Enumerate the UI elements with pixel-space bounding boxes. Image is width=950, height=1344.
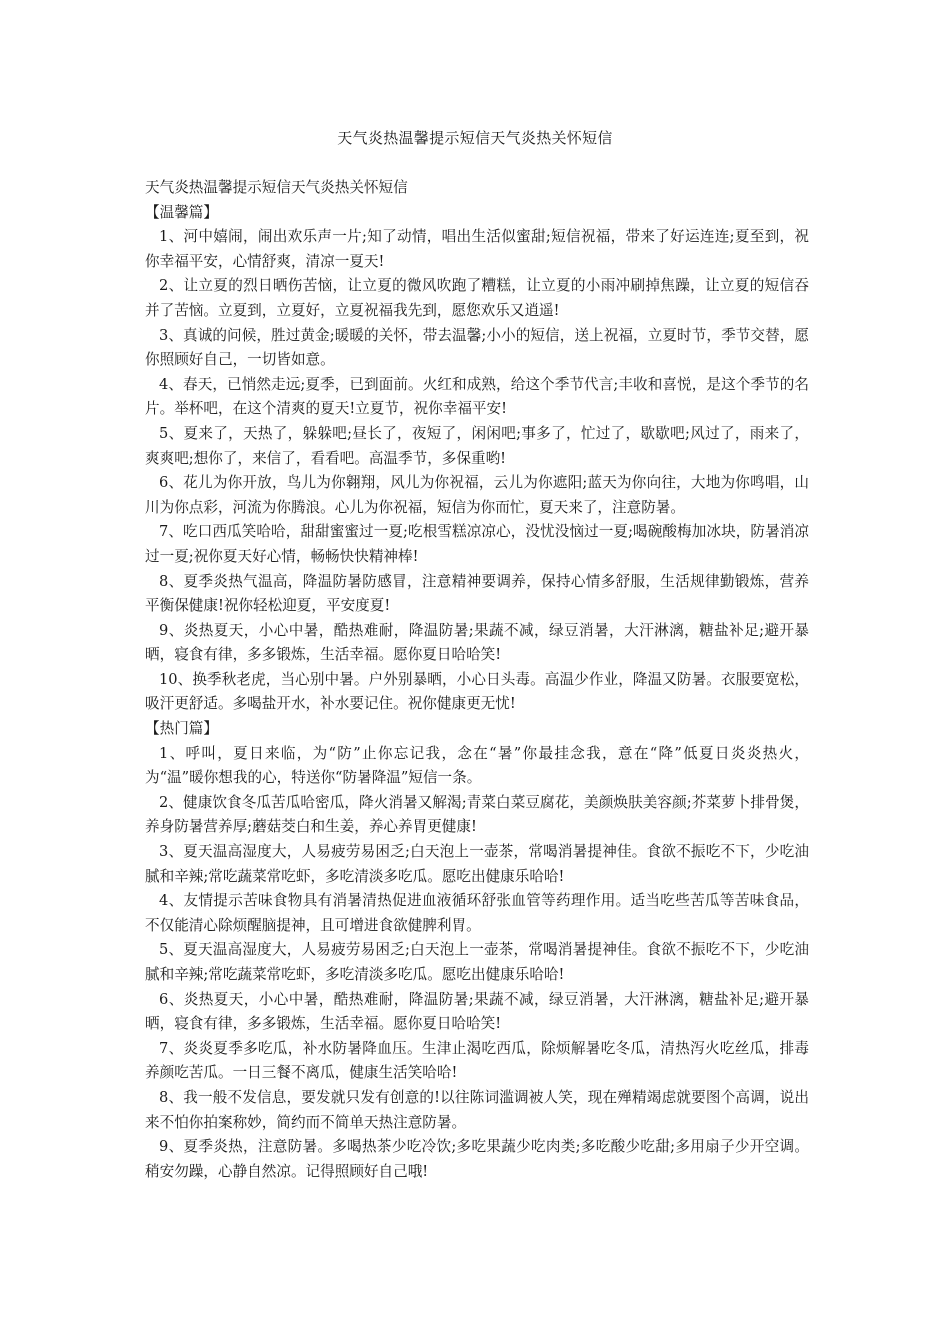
document-subtitle: 天气炎热温馨提示短信天气炎热关怀短信 [145, 179, 408, 196]
message-item: 8、我一般不发信息，要发就只发有创意的!以往陈词滥调被人笑，现在殚精竭虑就要图个高调，说出来不怕你拍案称妙，简约而不简单天热注意防暑。 [145, 1088, 809, 1131]
message-item: 7、吃口西瓜笑哈哈，甜甜蜜蜜过一夏;吃根雪糕凉凉心，没忧没恼过一夏;喝碗酸梅加冰块，防暑消凉过一夏;祝你夏天好心情，畅畅快快精神棒! [145, 523, 809, 565]
message-item: 6、炎热夏天，小心中暑，酷热难耐，降温防暑;果蔬不减，绿豆消暑，大汗淋漓，糖盐补足;避开暴晒，寝食有律，多多锻炼，生活幸福。愿你夏日哈哈笑! [145, 990, 809, 1033]
message-item: 10、换季秋老虎，当心别中暑。户外别暴晒，小心日头毒。高温少作业，降温又防暑。衣服要宽松，吸汗更舒适。多喝盐开水，补水要记住。祝你健康更无忧! [145, 670, 809, 713]
message-item: 3、真诚的问候，胜过黄金;暖暖的关怀，带去温馨;小小的短信，送上祝福，立夏时节，季节交替，愿你照顾好自己，一切皆如意。 [145, 326, 809, 369]
message-item: 9、炎热夏天，小心中暑，酷热难耐，降温防暑;果蔬不减，绿豆消暑，大汗淋漓，糖盐补足;避开暴晒，寝食有律，多多锻炼，生活幸福。愿你夏日哈哈笑! [145, 621, 809, 664]
message-item: 6、花儿为你开放，鸟儿为你翱翔，风儿为你祝福，云儿为你遮阳;蓝天为你向往，大地为你鸣唱，山川为你点彩，河流为你腾浪。心儿为你祝福，短信为你而忙，夏天来了，注意防暑。 [145, 474, 809, 516]
message-item: 9、夏季炎热，注意防暑。多喝热茶少吃冷饮;多吃果蔬少吃肉类;多吃酸少吃甜;多用扇子少开空调。稍安勿躁，心静自然凉。记得照顾好自己哦! [145, 1138, 809, 1180]
message-item: 5、夏天温高湿度大，人易疲劳易困乏;白天泡上一壶茶，常喝消暑提神佳。食欲不振吃不下，少吃油腻和辛辣;常吃蔬菜常吃虾，多吃清淡多吃瓜。愿吃出健康乐哈哈! [145, 941, 809, 983]
message-item: 5、夏来了，天热了，躲躲吧;昼长了，夜短了，闲闲吧;事多了，忙过了，歇歇吧;风过了，雨来了，爽爽吧;想你了，来信了，看看吧。高温季节，多保重哟! [145, 424, 809, 467]
message-item: 2、健康饮食冬瓜苦瓜哈密瓜，降火消暑又解渴;青菜白菜豆腐花，美颜焕肤美容颜;芥菜萝卜排骨煲，养身防暑营养厚;蘑菇茭白和生姜，养心养胃更健康! [145, 793, 809, 836]
message-item: 1、河中嬉闹，闹出欢乐声一片;知了动情，唱出生活似蜜甜;短信祝福，带来了好运连连;夏至到，祝你幸福平安，心情舒爽，清凉一夏天! [145, 228, 809, 270]
message-item: 4、春天，已悄然走远;夏季，已到面前。火红和成熟，给这个季节代言;丰收和喜悦，是这个季节的名片。举杯吧，在这个清爽的夏天!立夏节，祝你幸福平安! [145, 375, 809, 418]
section-heading-popular: 【热门篇】 [145, 720, 218, 738]
section-heading-warm: 【温馨篇】 [145, 203, 218, 221]
message-item: 8、夏季炎热气温高，降温防暑防感冒，注意精神要调养，保持心情多舒服，生活规律勤锻炼，营养平衡保健康!祝你轻松迎夏，平安度夏! [145, 572, 809, 615]
message-item: 7、炎炎夏季多吃瓜，补水防暑降血压。生津止渴吃西瓜，除烦解暑吃冬瓜，清热泻火吃丝瓜，排毒养颜吃苦瓜。一日三餐不离瓜，健康生活笑哈哈! [145, 1039, 809, 1082]
message-item: 3、夏天温高湿度大，人易疲劳易困乏;白天泡上一壶茶，常喝消暑提神佳。食欲不振吃不下，少吃油腻和辛辣;常吃蔬菜常吃虾，多吃清淡多吃瓜。愿吃出健康乐哈哈! [145, 843, 809, 885]
message-item: 4、友情提示苦味食物具有消暑清热促进血液循环舒张血管等药理作用。适当吃些苦瓜等苦味食品，不仅能清心除烦醒脑提神，且可增进食欲健脾利胃。 [145, 892, 809, 934]
page-title: 天气炎热温馨提示短信天气炎热关怀短信 [337, 129, 613, 147]
message-item: 1、呼叫，夏日来临，为“防”止你忘记我，念在“暑”你最挂念我，意在“降”低夏日炎炎热火，为“温”暖你想我的心，特送你“防暑降温”短信一条。 [145, 744, 809, 787]
message-item: 2、让立夏的烈日晒伤苦恼，让立夏的微风吹跑了糟糕，让立夏的小雨冲刷掉焦躁，让立夏的短信吞并了苦恼。立夏到，立夏好，立夏祝福我先到，愿您欢乐又逍遥! [145, 277, 809, 319]
document-body [145, 176, 809, 1184]
